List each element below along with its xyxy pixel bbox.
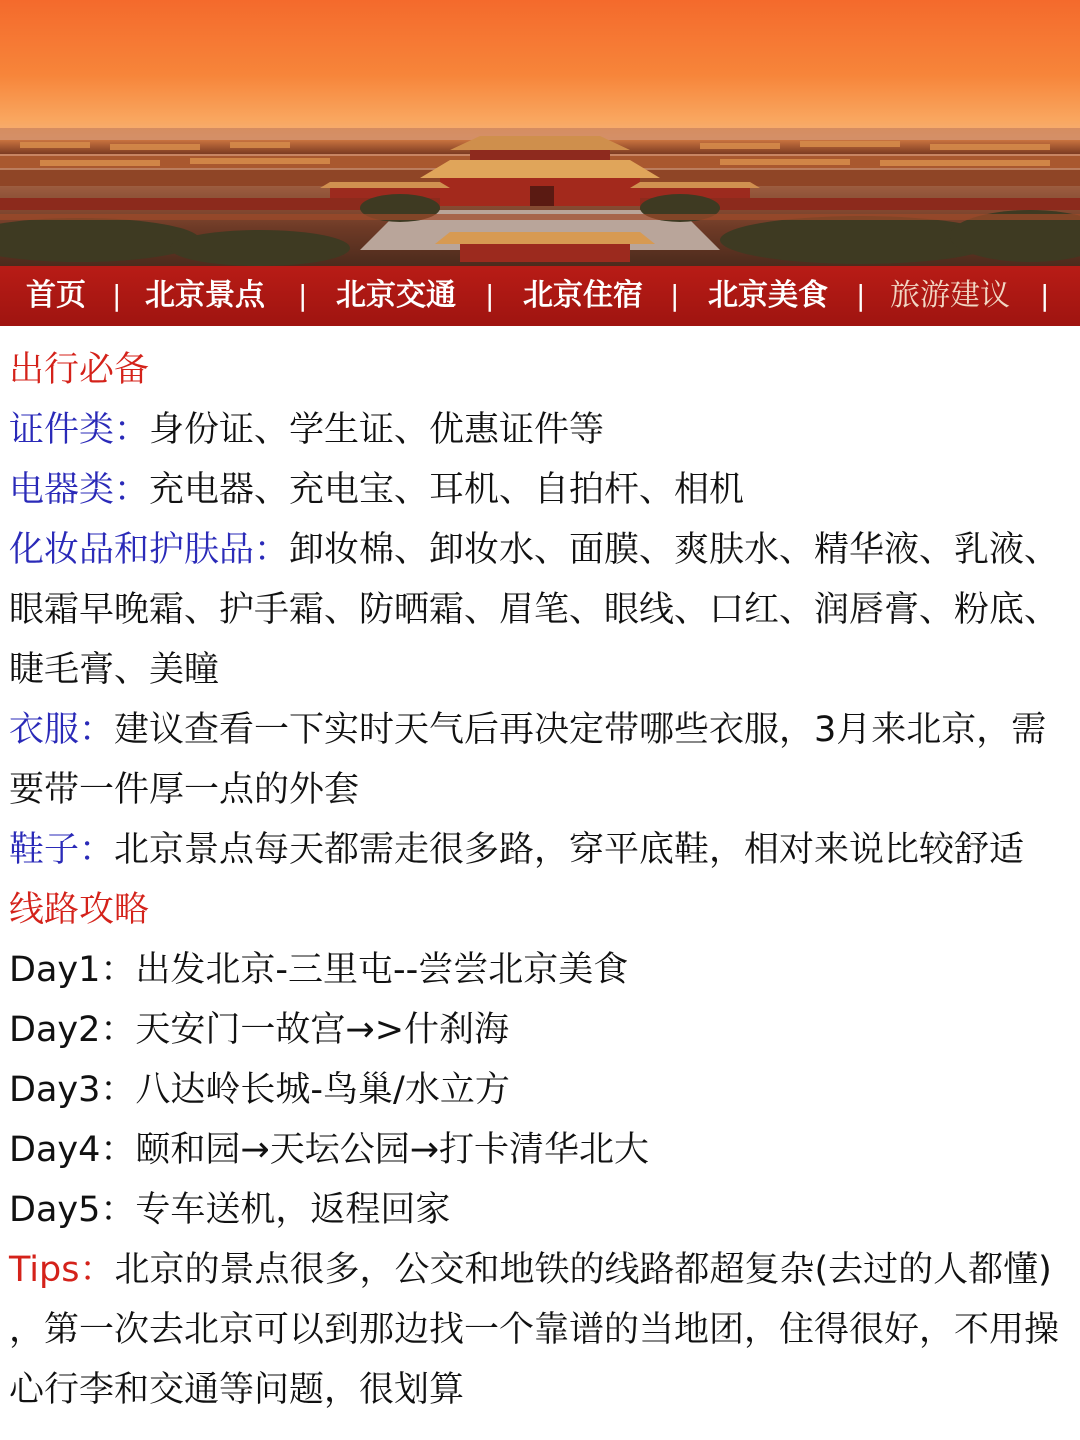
day-text: 出发北京-三里屯--尝尝北京美食	[135, 950, 629, 990]
tips-paragraph-cont: ，第一次去北京可以到那边找一个靠谱的当地团，住得很好，不用操	[9, 1310, 1060, 1350]
day-text: 颐和园→天坛公园→打卡清华北大	[135, 1130, 650, 1170]
nav-item-transport[interactable]: 北京交通	[336, 278, 456, 313]
hero-image	[0, 0, 1080, 268]
nav-separator: |	[856, 279, 866, 312]
nav-item-travel-tips[interactable]: 旅游建议	[890, 278, 1010, 313]
tips-paragraph	[9, 1240, 1074, 1300]
list-item-cosmetics	[9, 520, 1074, 580]
day-text: 专车送机，返程回家	[135, 1190, 451, 1230]
nav-separator: |	[485, 279, 495, 312]
itinerary-day-2	[9, 1000, 1074, 1060]
list-item-shoes	[9, 820, 1074, 880]
item-label: 证件类：	[9, 410, 150, 450]
day-label: Day1：	[9, 950, 136, 990]
section-title-essentials: 出行必备	[9, 350, 150, 390]
list-item-clothes-cont: 要带一件厚一点的外套	[9, 770, 360, 810]
item-text: 北京景点每天都需走很多路，穿平底鞋，相对来说比较舒适	[114, 830, 1025, 870]
section-title-itinerary: 线路攻略	[9, 890, 150, 930]
itinerary-day-4	[9, 1120, 1074, 1180]
forbidden-city-illustration	[0, 0, 1080, 268]
item-text: 充电器、充电宝、耳机、自拍杆、相机	[149, 470, 745, 510]
top-nav-bar	[0, 266, 1080, 326]
item-label: 电器类：	[9, 470, 150, 510]
tips-paragraph-cont: 心行李和交通等问题，很划算	[9, 1370, 465, 1410]
day-text: 八达岭长城-鸟巢/水立方	[135, 1070, 510, 1110]
item-text: 身份证、学生证、优惠证件等	[149, 410, 605, 450]
list-item-documents	[9, 400, 1074, 460]
item-text: 卸妆棉、卸妆水、面膜、爽肤水、精华液、乳液、	[289, 530, 1060, 570]
nav-item-accommodation[interactable]: 北京住宿	[523, 278, 643, 313]
list-item-electronics	[9, 460, 1074, 520]
nav-separator: |	[298, 279, 308, 312]
list-item-cosmetics-cont: 眼霜早晚霜、护手霜、防晒霜、眉笔、眼线、口红、润唇膏、粉底、	[9, 590, 1060, 630]
item-label: 鞋子：	[9, 830, 115, 870]
day-label: Day2：	[9, 1010, 136, 1050]
item-label: 衣服：	[9, 710, 115, 750]
nav-item-home[interactable]: 首页	[26, 278, 86, 313]
day-label: Day4：	[9, 1130, 136, 1170]
item-label: 化妆品和护肤品：	[9, 530, 290, 570]
tips-label: Tips：	[9, 1250, 115, 1290]
list-item-clothes	[9, 700, 1074, 760]
tips-text: 北京的景点很多，公交和地铁的线路都超复杂(去过的人都懂)	[114, 1250, 1052, 1290]
nav-item-food[interactable]: 北京美食	[708, 278, 828, 313]
day-label: Day5：	[9, 1190, 136, 1230]
nav-separator: |	[670, 279, 680, 312]
list-item-cosmetics-cont: 睫毛膏、美瞳	[9, 650, 220, 690]
day-text: 天安门一故宫→>什刹海	[135, 1010, 510, 1050]
nav-separator: |	[112, 279, 122, 312]
article-content	[9, 340, 1074, 1420]
item-text: 建议查看一下实时天气后再决定带哪些衣服，3月来北京，需	[114, 710, 1047, 750]
day-label: Day3：	[9, 1070, 136, 1110]
itinerary-day-1	[9, 940, 1074, 1000]
nav-separator: |	[1040, 279, 1050, 312]
itinerary-day-3	[9, 1060, 1074, 1120]
itinerary-day-5	[9, 1180, 1074, 1240]
nav-item-attractions[interactable]: 北京景点	[145, 278, 265, 313]
